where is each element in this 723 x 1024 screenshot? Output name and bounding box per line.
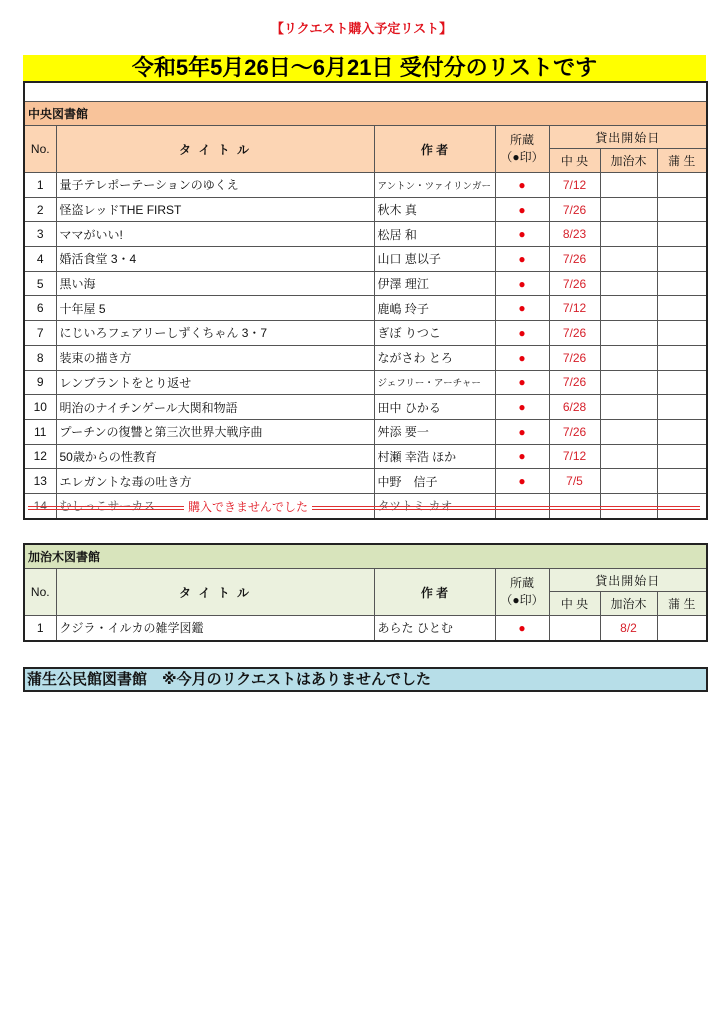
- date-gamo: [657, 271, 707, 296]
- row-no: 2: [24, 197, 56, 222]
- header-branch-kajiki: 加治木: [600, 149, 657, 173]
- row-no: 10: [24, 395, 56, 420]
- header-branch-kajiki: 加治木: [600, 592, 657, 616]
- date-gamo: [657, 197, 707, 222]
- date-chuo: 7/26: [549, 345, 600, 370]
- held-dot-icon: ●: [495, 469, 549, 494]
- section-title: 中央図書館: [24, 102, 707, 126]
- column-header-row: [24, 569, 707, 592]
- header-holding-bottom: （●印）: [500, 150, 544, 164]
- date-gamo: [657, 345, 707, 370]
- row-no: 13: [24, 469, 56, 494]
- row-author: 鹿嶋 玲子: [374, 296, 495, 321]
- held-dot-icon: ●: [495, 419, 549, 444]
- header-holding: [495, 569, 549, 616]
- held-dot-icon: ●: [495, 395, 549, 420]
- blank-row: [24, 82, 707, 102]
- row-author: あらた ひとむ: [374, 616, 495, 641]
- header-branch-gamo: 蒲 生: [657, 149, 707, 173]
- held-dot-icon: ●: [495, 444, 549, 469]
- date-gamo: [657, 444, 707, 469]
- row-author: タツトミ カオ: [374, 493, 495, 518]
- table-row: [24, 419, 707, 444]
- section-header-row: [24, 102, 707, 126]
- date-kajiki: [600, 321, 657, 346]
- date-kajiki: [600, 469, 657, 494]
- row-no: 14: [24, 493, 56, 518]
- row-title: 十年屋 5: [56, 296, 374, 321]
- date-chuo: 7/12: [549, 444, 600, 469]
- date-chuo: 6/28: [549, 395, 600, 420]
- date-chuo: 7/26: [549, 197, 600, 222]
- date-kajiki: [600, 395, 657, 420]
- table-row: [24, 222, 707, 247]
- table-row: [24, 271, 707, 296]
- row-title: 怪盗レッドTHE FIRST: [56, 197, 374, 222]
- row-title: 黒い海: [56, 271, 374, 296]
- held-dot-icon: ●: [495, 321, 549, 346]
- row-author: 舛添 要一: [374, 419, 495, 444]
- date-gamo: [657, 419, 707, 444]
- row-no: 6: [24, 296, 56, 321]
- header-holding-top: 所蔵: [509, 576, 534, 590]
- table-row: [24, 395, 707, 420]
- row-title: 量子テレポーテーションのゆくえ: [56, 173, 374, 198]
- row-no: 8: [24, 345, 56, 370]
- date-chuo: 7/26: [549, 271, 600, 296]
- held-dot-icon: ●: [495, 370, 549, 395]
- header-title: タ イ ト ル: [56, 569, 374, 616]
- period-banner: 令和5年5月26日～6月21日 受付分のリストです: [23, 55, 706, 81]
- row-no: 4: [24, 247, 56, 272]
- held-dot-icon: ●: [495, 296, 549, 321]
- chuo-library-table: [23, 81, 708, 520]
- date-chuo: 7/26: [549, 370, 600, 395]
- row-no: 9: [24, 370, 56, 395]
- date-gamo: [657, 395, 707, 420]
- date-kajiki: [600, 197, 657, 222]
- held-dot-icon: ●: [495, 173, 549, 198]
- date-gamo: [657, 247, 707, 272]
- header-lending-start: 貸出開始日: [549, 126, 707, 149]
- date-gamo: [657, 173, 707, 198]
- row-author: 中野 信子: [374, 469, 495, 494]
- table-row: [24, 247, 707, 272]
- row-no: 12: [24, 444, 56, 469]
- row-no: 1: [24, 173, 56, 198]
- row-author: 村瀬 幸浩 ほか: [374, 444, 495, 469]
- date-chuo: 7/12: [549, 296, 600, 321]
- row-author: 田中 ひかる: [374, 395, 495, 420]
- kajiki-library-table: [23, 543, 708, 642]
- row-title: にじいろフェアリーしずくちゃん 3・7: [56, 321, 374, 346]
- header-branch-gamo: 蒲 生: [657, 592, 707, 616]
- header-title: タ イ ト ル: [56, 126, 374, 173]
- row-author: ながさわ とろ: [374, 345, 495, 370]
- header-holding-top: 所蔵: [509, 133, 534, 147]
- row-title: 婚活食堂 3・4: [56, 247, 374, 272]
- date-gamo: [657, 321, 707, 346]
- date-kajiki: [600, 173, 657, 198]
- table-row: [24, 444, 707, 469]
- date-chuo: 7/26: [549, 247, 600, 272]
- row-author: 伊澤 理江: [374, 271, 495, 296]
- date-kajiki: [600, 296, 657, 321]
- held-dot-icon: ●: [495, 222, 549, 247]
- held-dot-icon: ●: [495, 271, 549, 296]
- date-chuo: 7/26: [549, 419, 600, 444]
- held-dot-icon: ●: [495, 345, 549, 370]
- row-title: レンブラントをとり返せ: [56, 370, 374, 395]
- date-chuo: [549, 616, 600, 641]
- date-kajiki: [600, 345, 657, 370]
- header-holding-bottom: （●印）: [500, 593, 544, 607]
- table-row: [24, 321, 707, 346]
- held-dot-icon: ●: [495, 197, 549, 222]
- table-row: [24, 370, 707, 395]
- held-dot-icon: ●: [495, 616, 549, 641]
- date-gamo: [657, 616, 707, 641]
- row-no: 1: [24, 616, 56, 641]
- header-branch-chuo: 中 央: [549, 149, 600, 173]
- header-author: 作 者: [374, 126, 495, 173]
- date-kajiki: [600, 419, 657, 444]
- header-author: 作 者: [374, 569, 495, 616]
- row-title: プーチンの復讐と第三次世界大戦序曲: [56, 419, 374, 444]
- header-no: No.: [24, 569, 56, 616]
- table-row: [24, 616, 707, 641]
- row-author: 松居 和: [374, 222, 495, 247]
- row-no: 3: [24, 222, 56, 247]
- row-no: 11: [24, 419, 56, 444]
- row-author: ぎぼ りつこ: [374, 321, 495, 346]
- table-row: [24, 469, 707, 494]
- date-kajiki: [600, 222, 657, 247]
- document-subtitle: 【リクエスト購入予定リスト】: [270, 21, 453, 36]
- cancel-note: 購入できませんでした: [184, 499, 312, 515]
- date-chuo: 7/12: [549, 173, 600, 198]
- row-title: 50歳からの性教育: [56, 444, 374, 469]
- date-chuo: 7/5: [549, 469, 600, 494]
- header-holding: [495, 126, 549, 173]
- date-kajiki: 8/2: [600, 616, 657, 641]
- date-kajiki: [600, 271, 657, 296]
- row-title: ママがいい!: [56, 222, 374, 247]
- row-title: 装束の描き方: [56, 345, 374, 370]
- row-author: アントン・ツァイリンガー: [374, 173, 495, 198]
- date-gamo: [657, 469, 707, 494]
- gamo-library-section: 蒲生公民館図書館 ※今月のリクエストはありませんでした: [23, 667, 708, 692]
- date-kajiki: [600, 370, 657, 395]
- section-title: 加治木図書館: [24, 544, 707, 569]
- column-header-row: [24, 126, 707, 149]
- row-no: 7: [24, 321, 56, 346]
- section-header-row: [24, 544, 707, 569]
- date-chuo: 8/23: [549, 222, 600, 247]
- row-author: 山口 恵以子: [374, 247, 495, 272]
- row-title: エレガントな毒の吐き方: [56, 469, 374, 494]
- cancel-strikethrough: [28, 506, 700, 510]
- header-branch-chuo: 中 央: [549, 592, 600, 616]
- row-no: 5: [24, 271, 56, 296]
- date-kajiki: [600, 444, 657, 469]
- header-lending-start: 貸出開始日: [549, 569, 707, 592]
- table-row: [24, 345, 707, 370]
- held-dot-icon: ●: [495, 247, 549, 272]
- row-title: クジラ・イルカの雑学図鑑: [56, 616, 374, 641]
- row-author: 秋木 真: [374, 197, 495, 222]
- row-title: むしっこサーカス: [56, 493, 374, 518]
- row-author: ジェフリー・アーチャー: [374, 370, 495, 395]
- date-gamo: [657, 370, 707, 395]
- table-row: [24, 197, 707, 222]
- date-chuo: 7/26: [549, 321, 600, 346]
- header-no: No.: [24, 126, 56, 173]
- table-row: [24, 173, 707, 198]
- date-gamo: [657, 296, 707, 321]
- table-row: [24, 296, 707, 321]
- row-title: 明治のナイチンゲール大関和物語: [56, 395, 374, 420]
- date-gamo: [657, 222, 707, 247]
- date-kajiki: [600, 247, 657, 272]
